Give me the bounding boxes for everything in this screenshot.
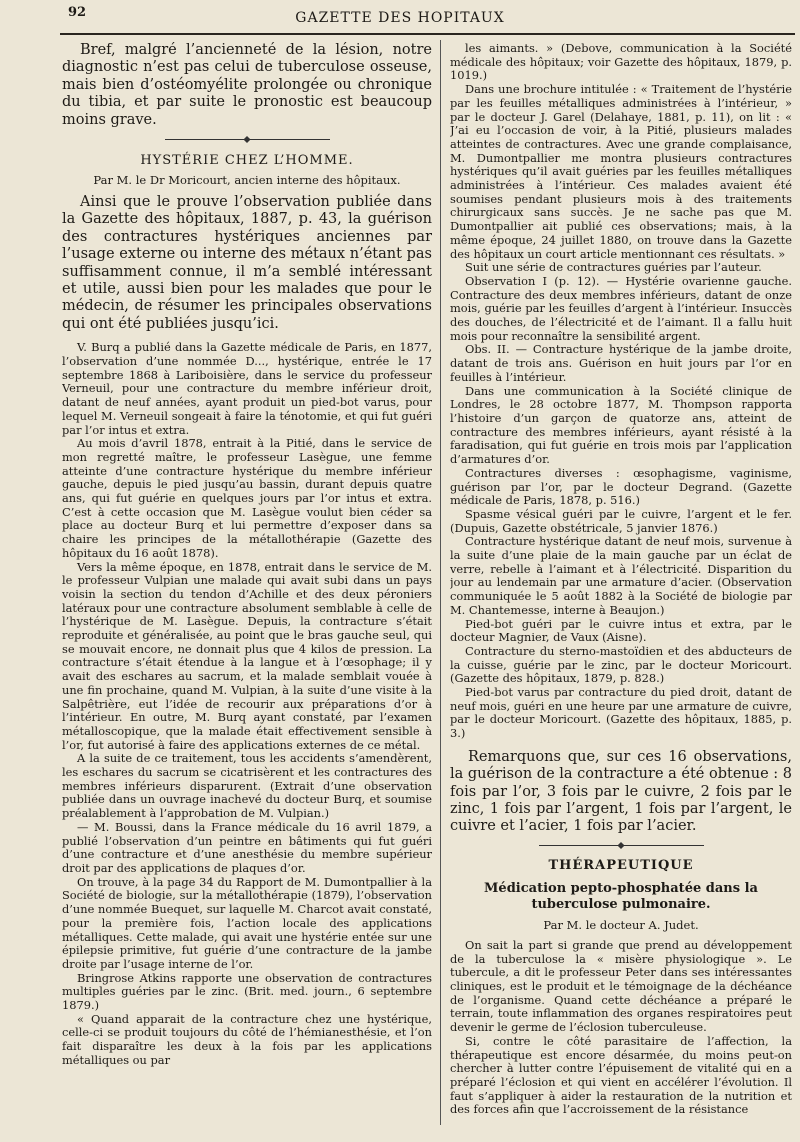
body-paragraph: Si, contre le côté parasitaire de l’affection, la thérapeutique est encore désarmée, du moins peut-on chercher à lutter contre l’épuisement de vitalité qui en a préparé l’éclosion et qui vient en accélérer l’évolution. Il faut s’appliquer à aider la restauration de la nutrition et des forces afin que l’accroissement de la résistance — [450, 1033, 792, 1117]
body-paragraph: Dans une brochure intitulée : « Traitement de l’hystérie par les feuilles métalliques administrées à l’intérieur, » par le docteur J. Garel (Delahaye, 1881, p. 11), on lit : « J’ai eu l’occasion de voir, à la Pitié, plusieurs malades atteintes de contractures. Avec une grande complaisance, M. Dumontpallier me montra plusieurs contractures hystériques qu’il avait guéries par les feuilles métalliques administrées à l’intérieur. Ces malades avaient été soumises pendant plusieurs mois à des traitements chirurgicaux sans succès. Je ne sache pas que M. Dumontpallier ait publié ces observations; mais, à la même époque, 24 juillet 1880, on trouve dans la Gazette des hôpitaux un court article mentionnant ces résultats. » — [450, 82, 792, 261]
journal-title: GAZETTE DES HOPITAUX — [295, 10, 505, 26]
body-paragraph: Contracture hystérique datant de neuf mois, survenue à la suite d’une plaie de la main gauche par un éclat de verre, rebelle à l’aimant et à l’électricité. Disparition du jour au lendemain par une armature d’acier. (Observation communiquée le 5 août 1882 à la Société de biologie par M. Chantemesse, interne à Beaujon.) — [450, 534, 792, 617]
body-paragraph: — M. Boussi, dans la France médicale du 16 avril 1879, a publié l’observation d’un peintre en bâtiments qui fut guéri d’une contracture et d’une anesthésie du membre supérieur droit par des applications de plaques d’or. — [62, 819, 432, 875]
body-paragraph: Pied-bot varus par contracture du pied droit, datant de neuf mois, guéri en une heure par une armature de cuivre, par le docteur Moricourt. (Gazette des hôpitaux, 1885, p. 3.) — [450, 685, 792, 741]
body-paragraph: Au mois d’avril 1878, entrait à la Pitié, dans le service de mon regretté maître, le professeur Lasègue, une femme atteinte d’une contracture hystérique du membre inférieur gauche, depuis le pied jusqu’au bassin, durant depuis quatre ans, qui fut guérie en quelques jours par l’or intus et extra. C’est à cette occasion que M. Lasègue voulut bien céder sa place au docteur Burq et lui permettre d’exposer dans sa chaire les principes de la métallothérapie (Gazette des hôpitaux du 16 août 1878). — [62, 436, 432, 560]
body-paragraph: Contractures diverses : œsophagisme, vaginisme, guérison par l’or, par le docteur Degrand. (Gazette médicale de Paris, 1878, p. 516.) — [450, 465, 792, 508]
article-byline: Par M. le Dr Moricourt, ancien interne des hôpitaux. — [93, 173, 401, 188]
body-paragraph: Obs. II. — Contracture hystérique de la jambe droite, datant de trois ans. Guérison en huit jours par l’or en feuilles à l’intérieur. — [450, 342, 792, 384]
column-divider — [440, 40, 441, 1125]
header-rule — [60, 33, 795, 35]
body-paragraph: Contracture du sterno-mastoïdien et des abducteurs de la cuisse, guérie par le zinc, par le docteur Moricourt. (Gazette des hôpitaux, 1879, p. 828.) — [450, 643, 792, 686]
body-paragraph: V. Burq a publié dans la Gazette médicale de Paris, en 1877, l’observation d’une nommée D..., hystérique, entrée le 17 septembre 1868 à Lariboisière, dans le service du professeur Verneuil, pour une contracture du membre inférieur droit, datant de neuf années, ayant produit un pied-bot varus, pour lequel M. Verneuil songeait à faire la ténotomie, et qui fut guéri par l’or intus et extra. — [62, 340, 432, 437]
body-paragraph: Vers la même époque, en 1878, entrait dans le service de M. le professeur Vulpian une malade qui avait subi dans un pays voisin la section du tendon d’Achille et des deux péroniers latéraux pour une contracture absolument semblable à celle de l’hystérique de M. Lasègue. Depuis, la contracture s’était reproduite et généralisée, au point que le bras gauche seul, qui se mouvait encore, ne donnait plus que 4 kilos de pression. La contracture s’était étendue à la langue et à l’œsophage; il y avait des eschares au sacrum, et la malade semblait vouée à une fin prochaine, quand M. Vulpian, à la suite d’une visite à la Salpêtrière, eut l’idée de recourir aux préparations d’or à l’intérieur. En outre, M. Burq ayant constaté, par l’examen métalloscopique, que la malade était effectivement sensible à l’or, fut autorisé à faire des applications externes de ce métal. — [62, 559, 432, 752]
intro-paragraph: Bref, malgré l’ancienneté de la lésion, notre diagnostic n’est pas celui de tuberculose osseuse, mais bien d’ostéomyélite prolongée ou chronique du tibia, et par suite le pronostic est beaucoup moins grave. — [62, 42, 432, 128]
body-paragraph: Suit une série de contractures guéries par l’auteur. — [465, 260, 762, 275]
section-title: THÉRAPEUTIQUE — [548, 857, 694, 873]
body-paragraph: On sait la part si grande que prend au développement de la tuberculose la « misère physiologique ». Le tubercule, a dit le professeur Peter dans ses intéressantes cliniques, est le produit et le témoignage de la déchéance de l’organisme. Quand cette déchéance a préparé le terrain, toute inflammation des organes respiratoires peut devenir le germe de l’éclosion tuberculeuse. — [450, 937, 792, 1035]
section-divider — [450, 836, 792, 856]
body-paragraph: « Quand apparait de la contracture chez une hystérique, celle-ci se produit toujours du côté de l’hémianesthésie, et l’on fait disparaître les deux à la fois par les applications métalliques ou par — [62, 1011, 432, 1067]
right-column — [450, 42, 792, 1122]
article-title: HYSTÉRIE CHEZ L’HOMME. — [140, 153, 354, 169]
article-title: Médication pepto-phosphatée dans la tuberculose pulmonaire. — [484, 880, 758, 912]
body-paragraph: Observation I (p. 12). — Hystérie ovarienne gauche. Contracture des deux membres inférieurs, datant de onze mois, guérie par les feuilles d’argent à l’intérieur. Insuccès des douches, de l’électricité et de l’aimant. Il a fallu huit mois pour reconnaître la sensibilité argent. — [450, 273, 792, 343]
body-paragraph: A la suite de ce traitement, tous les accidents s’amendèrent, les eschares du sacrum se cicatrisèrent et les contractures des membres inférieurs disparurent. (Extrait d’une observation publiée dans un ouvrage inachevé du docteur Burq, et soumise préalablement à l’approbation de M. Vulpian.) — [62, 751, 432, 821]
article-byline: Par M. le docteur A. Judet. — [543, 917, 699, 932]
body-paragraph: les aimants. » (Debove, communication à la Société médicale des hôpitaux; voir Gazette des hôpitaux, 1879, p. 1019.) — [450, 42, 792, 83]
body-paragraph: Dans une communication à la Société clinique de Londres, le 28 octobre 1877, M. Thompson rapporta l’histoire d’un garçon de quatorze ans, atteint de contracture des membres inférieurs, ayant résisté à la faradisation, qui fut guérie en trois mois par l’application d’armatures d’or. — [450, 383, 792, 467]
section-divider — [62, 129, 432, 149]
page-number: 92 — [68, 5, 87, 20]
lead-paragraph: Ainsi que le prouve l’observation publiée dans la Gazette des hôpitaux, 1887, p. 43, la guérison des contractures hystériques anciennes par l’usage externe ou interne des métaux n’étant pas suffisamment connue, il m’a semblé intéressant et utile, aussi bien pour les malades que pour le médecin, de résumer les principales observations qui ont été publiées jusqu’ici. — [62, 194, 432, 332]
left-column — [62, 42, 432, 1122]
body-paragraph: Pied-bot guéri par le cuivre intus et extra, par le docteur Magnier, de Vaux (Aisne). — [450, 616, 792, 645]
body-paragraph: Bringrose Atkins rapporte une observation de contractures multiples guéries par le zinc. (Brit. med. journ., 6 septembre 1879.) — [62, 970, 432, 1013]
summary-paragraph: Remarquons que, sur ces 16 observations, la guérison de la contracture a été obtenue : 8 fois par l’or, 3 fois par le cuivre, 2 fois par le zinc, 1 fois par l’argent, 1 fois par l’argent, le cuivre et l’acier, 1 fois par l’acier. — [450, 748, 792, 835]
body-paragraph: On trouve, à la page 34 du Rapport de M. Dumontpallier à la Société de biologie, sur la métallothérapie (1879), l’observation d’une nommée Buequet, sur laquelle M. Charcot avait constaté, pour la première fois, l’action locale des applications métalliques. Cette malade, qui avait une hystérie entée sur une épilepsie primitive, fut guérie d’une contracture de la jambe droite par l’usage interne de l’or. — [62, 874, 432, 971]
body-paragraph: Spasme vésical guéri par le cuivre, l’argent et le fer. (Dupuis, Gazette obstétricale, 5 janvier 1876.) — [450, 506, 792, 535]
